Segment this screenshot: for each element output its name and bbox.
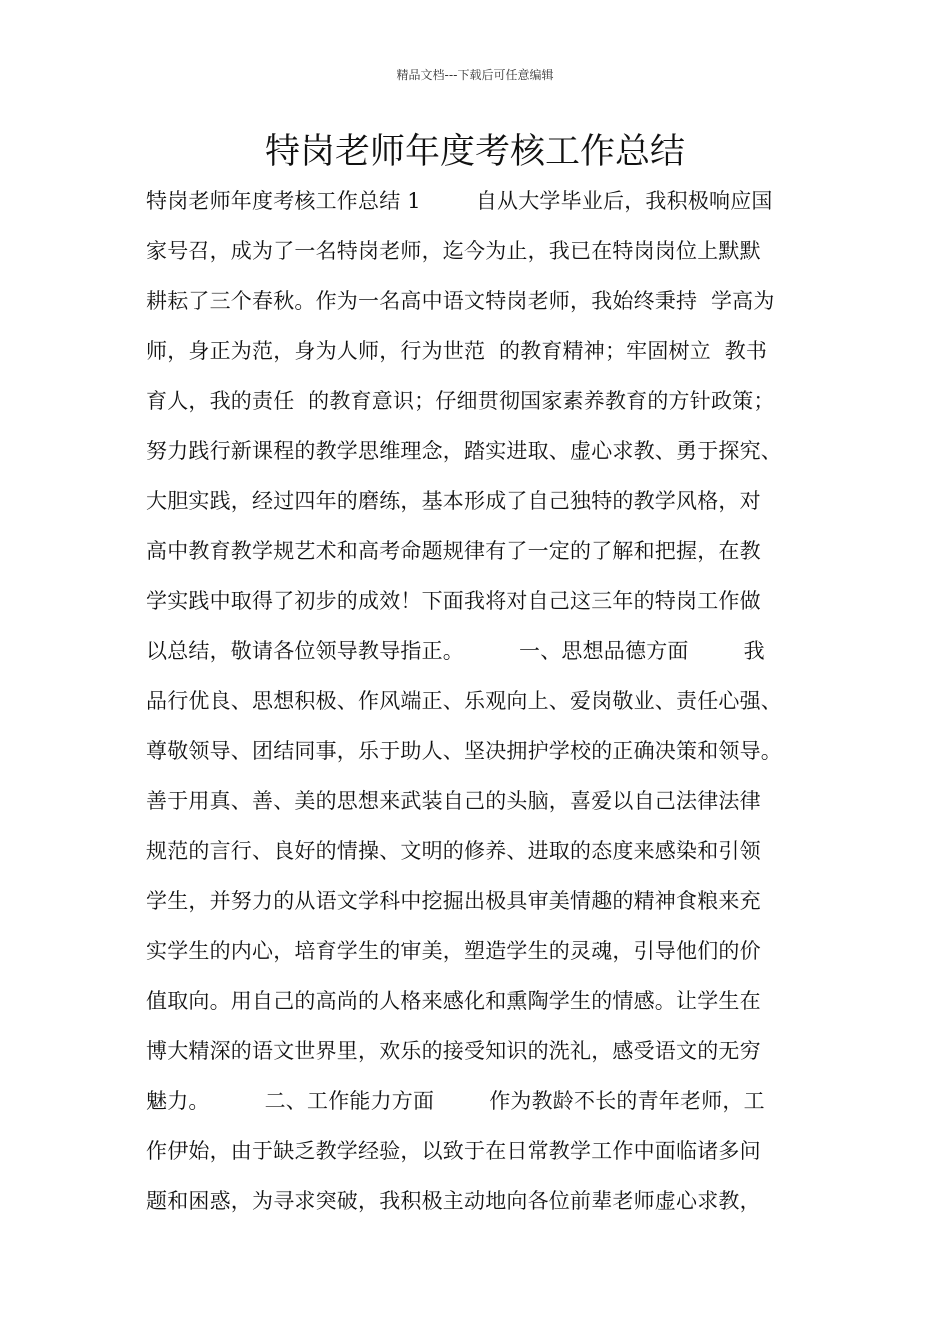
body-line: 题和困惑，为寻求突破，我积极主动地向各位前辈老师虚心求教， bbox=[146, 1189, 761, 1213]
body-line: 师，身正为范，身为人师，行为世范 的教育精神；牢固树立 教书 bbox=[146, 339, 768, 363]
body-line: 育人，我的责任 的教育意识；仔细贯彻国家素养教育的方针政策； bbox=[146, 389, 775, 413]
body-line: 高中教育教学规艺术和高考命题规律有了一定的了解和把握，在教 bbox=[146, 539, 761, 563]
body-line: 特岗老师年度考核工作总结 1 自从大学毕业后，我积极响应国 bbox=[146, 189, 773, 213]
page-header-note: 精品文档---下载后可任意编辑 bbox=[396, 68, 554, 82]
body-line: 努力践行新课程的教学思维理念，踏实进取、虚心求教、勇于探究、 bbox=[146, 439, 782, 463]
body-line: 博大精深的语文世界里，欢乐的接受知识的洗礼，感受语文的无穷 bbox=[146, 1039, 761, 1063]
body-line: 善于用真、善、美的思想来武装自己的头脑，喜爱以自己法律法律 bbox=[146, 789, 761, 813]
body-line: 学实践中取得了初步的成效！下面我将对自己这三年的特岗工作做 bbox=[146, 589, 761, 613]
body-line: 尊敬领导、团结同事，乐于助人、坚决拥护学校的正确决策和领导。 bbox=[146, 739, 782, 763]
body-line: 实学生的内心，培育学生的审美，塑造学生的灵魂，引导他们的价 bbox=[146, 939, 761, 963]
body-line: 值取向。用自己的高尚的人格来感化和熏陶学生的情感。让学生在 bbox=[146, 989, 761, 1013]
body-line: 耕耘了三个春秋。作为一名高中语文特岗老师，我始终秉持 学高为 bbox=[146, 289, 775, 313]
body-line: 以总结，敬请各位领导教导指正。 一、思想品德方面 我 bbox=[146, 639, 765, 663]
body-line: 大胆实践，经过四年的磨练，基本形成了自己独特的教学风格，对 bbox=[146, 489, 761, 513]
body-line: 品行优良、思想积极、作风端正、乐观向上、爱岗敬业、责任心强、 bbox=[146, 689, 782, 713]
body-line: 作伊始，由于缺乏教学经验，以致于在日常教学工作中面临诸多问 bbox=[146, 1139, 761, 1163]
body-line: 魅力。 二、工作能力方面 作为教龄不长的青年老师，工 bbox=[146, 1089, 765, 1113]
body-line: 规范的言行、良好的情操、文明的修养、进取的态度来感染和引领 bbox=[146, 839, 761, 863]
document-body bbox=[146, 176, 826, 1226]
document-title: 特岗老师年度考核工作总结 bbox=[264, 132, 685, 172]
body-line: 学生，并努力的从语文学科中挖掘出极具审美情趣的精神食粮来充 bbox=[146, 889, 761, 913]
body-line: 家号召，成为了一名特岗老师，迄今为止，我已在特岗岗位上默默 bbox=[146, 239, 761, 263]
